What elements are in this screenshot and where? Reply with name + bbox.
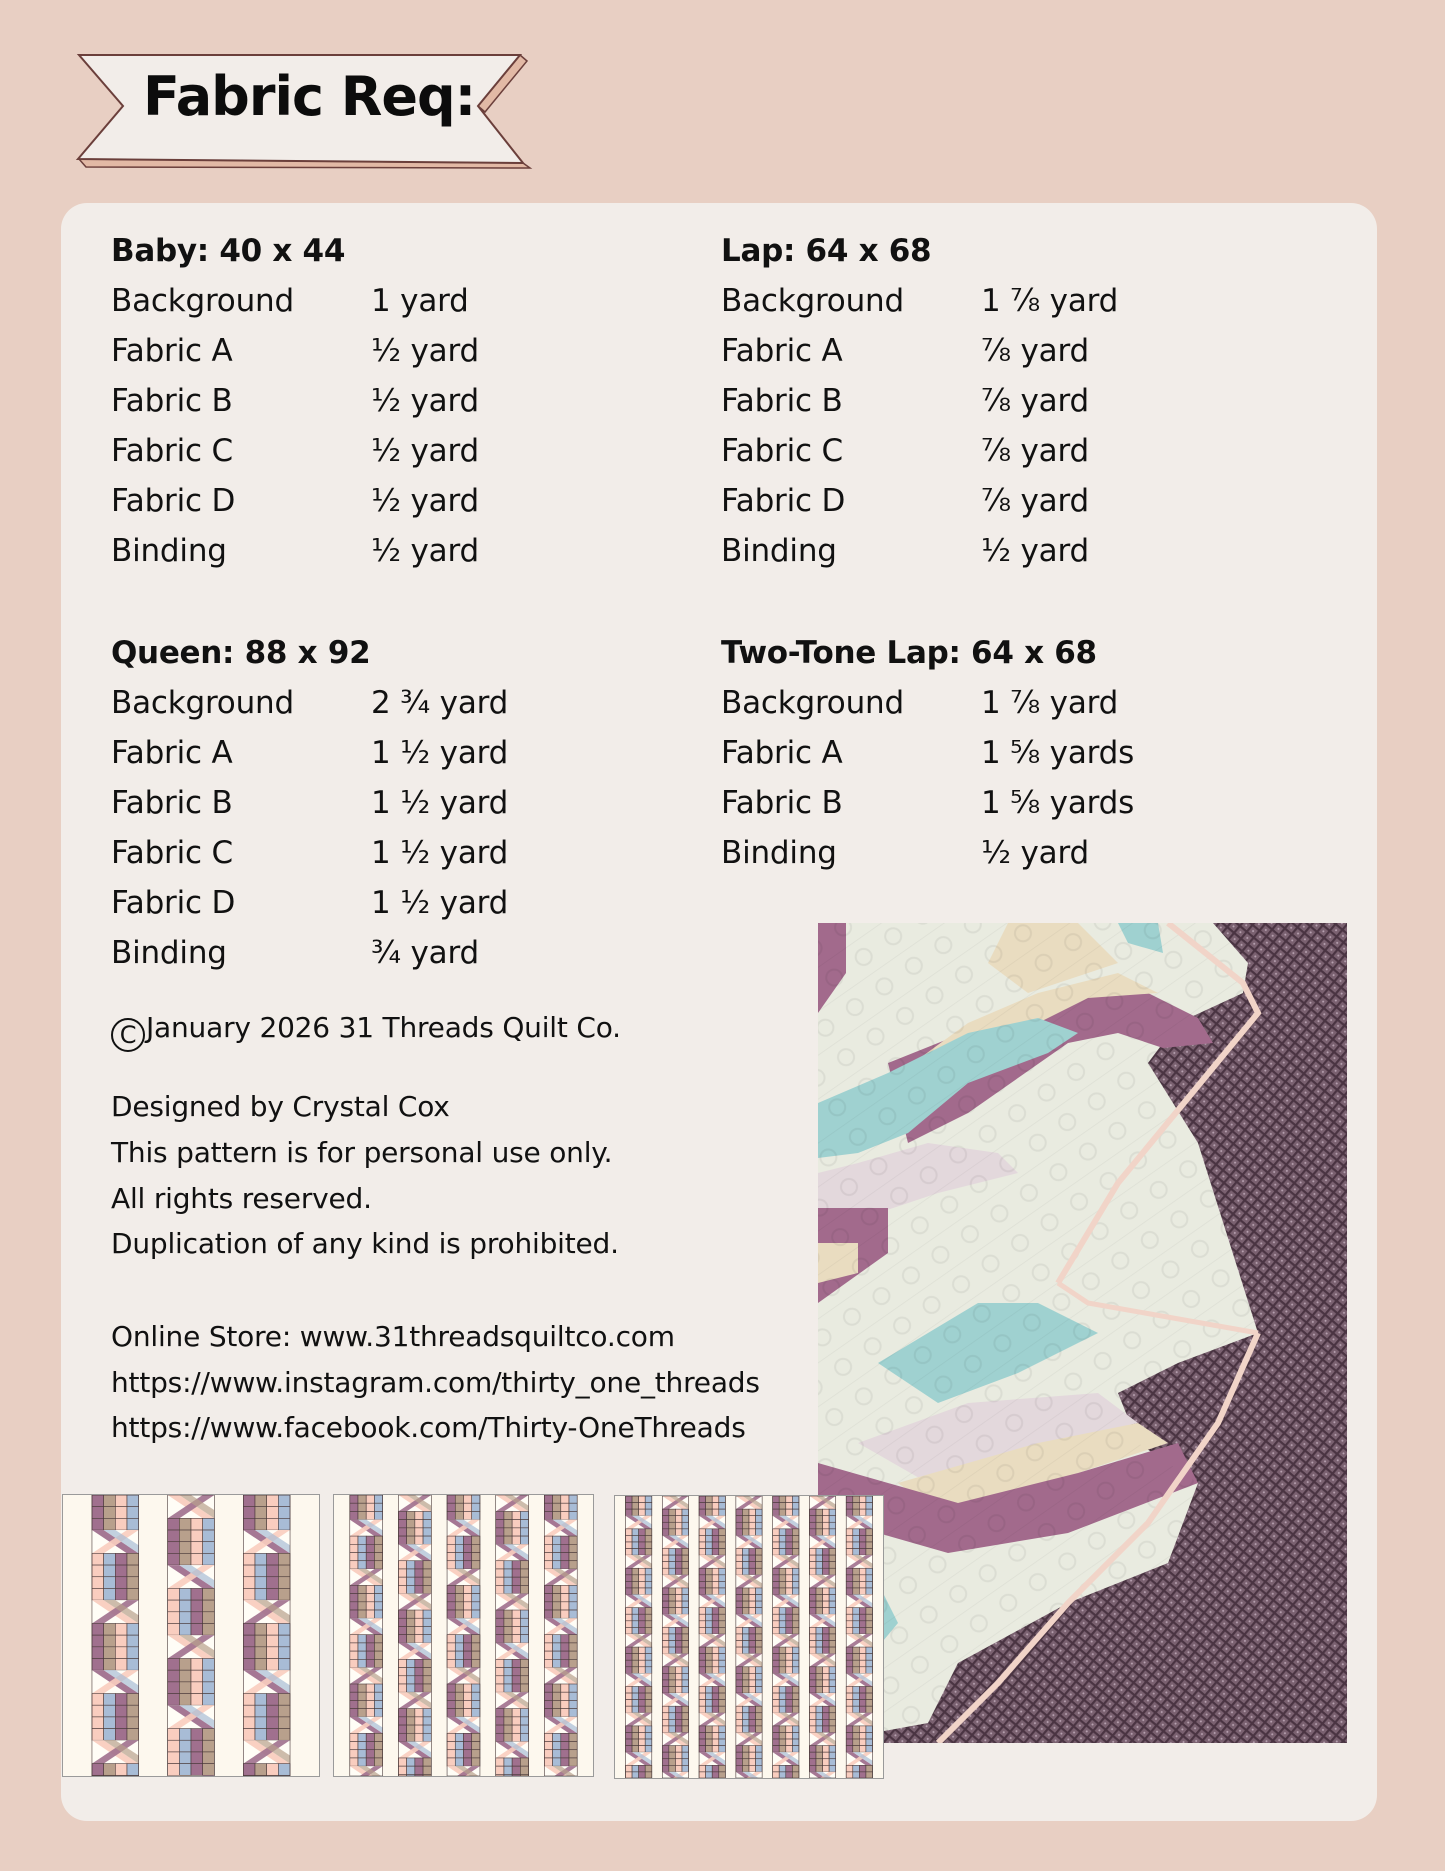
fabric-label: Fabric C — [111, 433, 233, 469]
fabric-quantity: 1 ⅝ yards — [981, 735, 1135, 771]
quilt-photo — [818, 923, 1347, 1743]
fabric-label: Fabric D — [111, 483, 236, 519]
fabric-label: Background — [721, 283, 904, 319]
fabric-quantity: ⅞ yard — [981, 383, 1089, 419]
designer-credit: Designed by Crystal Cox — [111, 1090, 450, 1123]
fabric-label: Fabric D — [721, 483, 846, 519]
fabric-label: Fabric A — [111, 333, 233, 369]
fabric-label: Fabric A — [721, 735, 843, 771]
quilt-photo-image — [818, 923, 1347, 1743]
section-title: Baby: 40 x 44 — [111, 233, 346, 269]
lap-layout-diagram — [333, 1494, 594, 1777]
fabric-quantity: 1 ⅝ yards — [981, 785, 1135, 821]
fabric-quantity: 1 ⅞ yard — [981, 685, 1119, 721]
fabric-label: Fabric D — [111, 885, 236, 921]
fabric-label: Binding — [721, 835, 837, 871]
quilt-layout-illustration-icon — [334, 1495, 593, 1776]
fabric-quantity: 1 ½ yard — [371, 885, 509, 921]
fabric-quantity: ½ yard — [371, 533, 479, 569]
fabric-quantity: ½ yard — [371, 433, 479, 469]
copyright-icon: C — [111, 1018, 145, 1052]
quilt-layout-illustration-icon — [615, 1496, 883, 1778]
fabric-quantity: 2 ¾ yard — [371, 685, 509, 721]
fabric-label: Fabric C — [721, 433, 843, 469]
fabric-label: Background — [111, 685, 294, 721]
fabric-quantity: ½ yard — [981, 835, 1089, 871]
fabric-quantity: ⅞ yard — [981, 333, 1089, 369]
fabric-label: Background — [721, 685, 904, 721]
fabric-quantity: 1 ⅞ yard — [981, 283, 1119, 319]
rights-notice: All rights reserved. — [111, 1182, 372, 1215]
fabric-quantity: ¾ yard — [371, 935, 479, 971]
title-banner — [0, 0, 560, 190]
content-card — [61, 203, 1377, 1821]
fabric-quantity: ½ yard — [371, 333, 479, 369]
section-title: Lap: 64 x 68 — [721, 233, 932, 269]
fabric-quantity: ½ yard — [371, 483, 479, 519]
quilt-layout-illustration-icon — [63, 1495, 319, 1776]
fabric-quantity: 1 ½ yard — [371, 835, 509, 871]
copyright-text: January 2026 31 Threads Quilt Co. — [146, 1011, 621, 1044]
fabric-label: Fabric B — [111, 383, 233, 419]
fabric-quantity: ½ yard — [371, 383, 479, 419]
usage-notice: This pattern is for personal use only. — [111, 1136, 613, 1169]
copyright-line — [111, 1011, 621, 1052]
fabric-label: Binding — [111, 935, 227, 971]
fabric-label: Background — [111, 283, 294, 319]
duplication-notice: Duplication of any kind is prohibited. — [111, 1227, 619, 1260]
queen-layout-diagram — [614, 1495, 884, 1779]
section-title: Queen: 88 x 92 — [111, 635, 371, 671]
online-store-link[interactable]: Online Store: www.31threadsquiltco.com — [111, 1320, 675, 1353]
fabric-label: Fabric B — [721, 383, 843, 419]
fabric-quantity: ⅞ yard — [981, 483, 1089, 519]
fabric-label: Fabric B — [721, 785, 843, 821]
fabric-quantity: 1 ½ yard — [371, 735, 509, 771]
fabric-label: Binding — [721, 533, 837, 569]
fabric-label: Binding — [111, 533, 227, 569]
fabric-quantity: ½ yard — [981, 533, 1089, 569]
fabric-quantity: 1 yard — [371, 283, 469, 319]
fabric-quantity: ⅞ yard — [981, 433, 1089, 469]
fabric-label: Fabric C — [111, 835, 233, 871]
section-title: Two-Tone Lap: 64 x 68 — [721, 635, 1097, 671]
fabric-quantity: 1 ½ yard — [371, 785, 509, 821]
instagram-link[interactable]: https://www.instagram.com/thirty_one_threads — [111, 1366, 760, 1399]
fabric-label: Fabric B — [111, 785, 233, 821]
page-title: Fabric Req: — [143, 65, 476, 128]
facebook-link[interactable]: https://www.facebook.com/Thirty-OneThreads — [111, 1411, 746, 1444]
fabric-label: Fabric A — [721, 333, 843, 369]
fabric-label: Fabric A — [111, 735, 233, 771]
baby-layout-diagram — [62, 1494, 320, 1777]
